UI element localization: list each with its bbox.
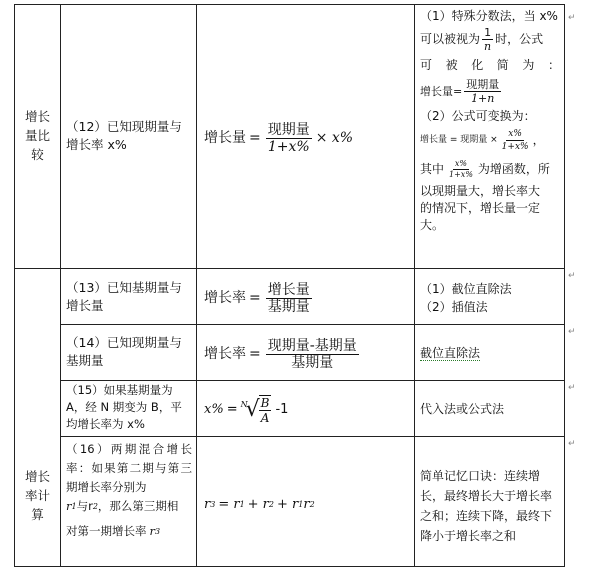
formula-13: 增长率 = $\frac{\text{增长量}}{\text{基期量}}$ (204, 281, 310, 315)
col-divider-3 (414, 4, 415, 567)
condition-15: （15）如果基期量为 A，经 N 期变为 B，平均增长率为 x% (66, 383, 182, 431)
root-index: N (240, 400, 248, 409)
method-12: （1）特殊分数法，当 x% 可以被视为 $\frac{1}{n}$ 时，公式 可 被 化 简 为 ： 增长量= $\frac{\text{现期量}}{1+n}$ （2）公式可变换为： 增长量 = 现期量 × $\frac{x\%}{1+x\%}$ ， 其中 $\frac{x\%}{1+x\%}$ 为增函数，所 以现期量大，增长率大 的情况下，增长量一定 大。 (420, 9, 560, 232)
row-divider-group (14, 268, 565, 269)
row-divider-14 (60, 380, 565, 381)
condition-13: （13）已知基期量与增长量 (66, 280, 182, 313)
para-mark-3: ↵ (568, 327, 576, 337)
row-divider-15 (60, 436, 565, 437)
para-mark-2: ↵ (568, 271, 576, 281)
table-border-right (564, 4, 565, 567)
method-13: （1）截位直除法 （2）插值法 (420, 282, 512, 314)
group-label-rate-calc: 增长率计算 (24, 468, 50, 522)
col-divider-2 (196, 4, 197, 567)
table-border-bottom (14, 566, 565, 567)
condition-14: （14）已知现期量与基期量 (66, 335, 182, 368)
method-15: 代入法或公式法 (420, 402, 505, 416)
method-14: 截位直除法 (420, 346, 481, 360)
root-sign: √ (245, 397, 260, 422)
formula-15: x% = N √ $\frac{B}{A}$ -1 (204, 396, 289, 425)
formula-16: r 3 = r 1 + r 2 + r 1 r 2 (204, 497, 315, 512)
table-border-top (14, 4, 565, 5)
para-mark-4: ↵ (568, 383, 576, 393)
col-divider-1 (60, 4, 61, 567)
para-mark-5: ↵ (568, 439, 576, 449)
formula-14: 增长率 = $\frac{\text{现期量-基期量}}{\text{基期量}}$ (204, 337, 357, 371)
condition-12: （12）已知现期量与增长率 x% (66, 119, 182, 152)
row-divider-13 (60, 324, 565, 325)
condition-16: （16）两期混合增长率：如果第二期与第三期增长率分别为 r 1 与r 2 ，那么第三期相 对第一期增长率 r 3 (66, 442, 192, 538)
formula-12: 增长量 = $\frac{\text{现期量}}{1+x\%}$ × x% (204, 121, 354, 155)
group-label-compare: 增长量比较 (24, 108, 50, 162)
para-mark-1: ↵ (568, 13, 576, 23)
method-16: 简单记忆口诀：连续增长，最终增长大于增长率之和；连续下降，最终下降小于增长率之和 (420, 469, 553, 543)
